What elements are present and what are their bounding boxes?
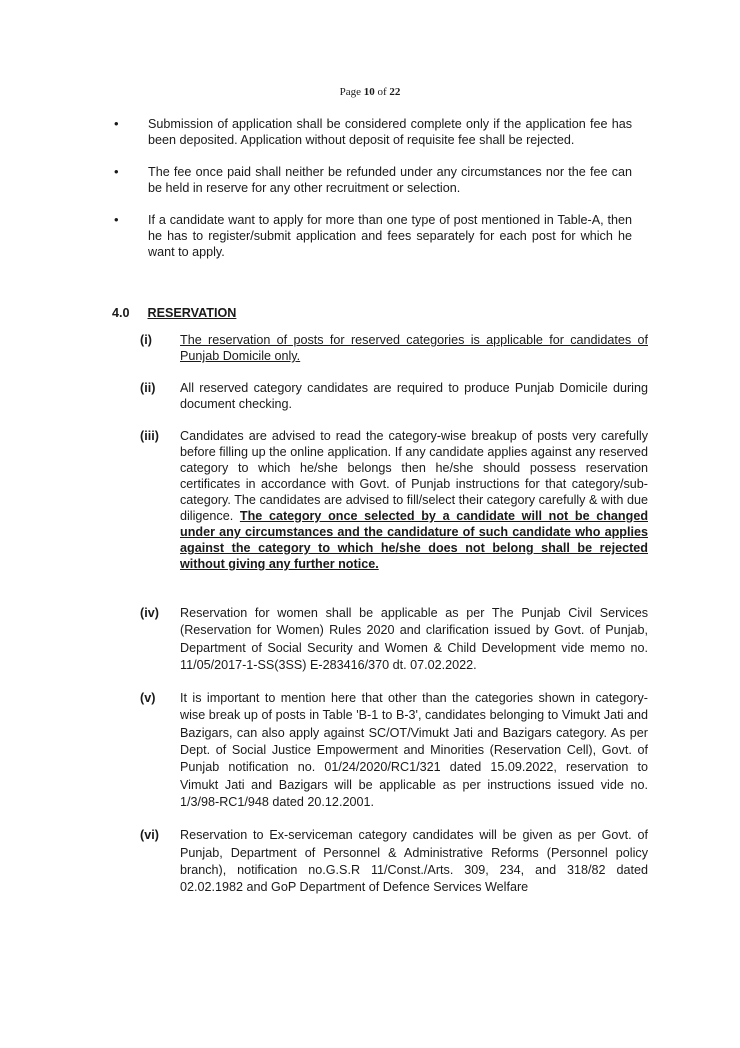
item-marker: (iv) bbox=[140, 606, 159, 620]
list-item bbox=[140, 690, 648, 811]
reservation-list bbox=[140, 332, 648, 896]
fee-bullet-list bbox=[112, 116, 632, 276]
item-text: Candidates are advised to read the category-wise breakup of posts very carefully before filling up the online application. If any candidate applies against any reserved category to which he/she belongs then he/she should possess reservation certificates in accordance with Govt. of Punjab instructions for that category/sub-category. The candidates are advised to fill/select their category carefully & with due diligence. bbox=[180, 429, 648, 523]
list-item bbox=[140, 380, 648, 412]
list-item bbox=[140, 428, 648, 572]
item-emphasis: The category once selected by a candidate will not be changed under any circumstances and the candidature of such candidate who applies against the category to which he/she does not belong shall be rejected without giving any further notice. bbox=[180, 509, 649, 571]
list-item bbox=[140, 332, 648, 364]
item-text: Reservation to Ex-serviceman category candidates will be given as per Govt. of Punjab, Department of Personnel & Administrative Reforms (Personnel policy branch), notification no.G.S.R 11/Const./Arts. 309, 234, and 318/82 dated 02.02.1982 and GoP Department of Defence Services Welfare bbox=[180, 828, 648, 895]
item-marker: (i) bbox=[140, 333, 152, 347]
list-item bbox=[140, 827, 648, 896]
item-marker: (vi) bbox=[140, 828, 159, 843]
page-number: Page 10 of 22 bbox=[339, 86, 401, 98]
section-heading bbox=[112, 306, 236, 320]
item-text: All reserved category candidates are required to produce Punjab Domicile during document checking. bbox=[180, 381, 648, 411]
bullet-item: • If a candidate want to apply for more than one type of post mentioned in Table-A, then he has to register/submit application and fees separately for each post for which he want to apply. bbox=[112, 212, 632, 260]
item-text: The reservation of posts for reserved categories is applicable for candidates of Punjab Domicile only. bbox=[180, 333, 648, 363]
item-text: Reservation for women shall be applicable as per The Punjab Civil Services (Reservation for Women) Rules 2020 and clarification issued by Govt. of Punjab, Department of Social Security and Women & Child Development vide memo no. 11/05/2017-1-SS(3SS) E-283416/370 dt. 07.02.2022. bbox=[180, 606, 648, 672]
bullet-item: • Submission of application shall be considered complete only if the application fee has been deposited. Application without deposit of requisite fee shall be rejected. bbox=[112, 116, 632, 148]
section-number: 4.0 bbox=[112, 306, 130, 320]
item-marker: (ii) bbox=[140, 381, 156, 395]
item-text-container bbox=[180, 428, 648, 572]
list-item bbox=[140, 605, 648, 674]
item-marker: (v) bbox=[140, 691, 156, 706]
item-text: It is important to mention here that other than the categories shown in category-wise break up of posts in Table 'B-1 to B-3', candidates belonging to Vimukt Jati and Bazigars, can also apply against SC/OT/Vimukt Jati and Bazigars category. As per Dept. of Social Justice Empowerment and Minorities (Reservation Cell), Govt. of Punjab notification no. 01/24/2020/RC1/321 dated 15.09.2022, reservation to Vimukt Jati and Bazigars will be applicable as per instructions issued vide no. 1/3/98-RC1/948 dated 20.12.2001. bbox=[180, 691, 648, 809]
section-title: RESERVATION bbox=[147, 306, 237, 320]
item-marker: (iii) bbox=[140, 429, 159, 443]
bullet-item: • The fee once paid shall neither be refunded under any circumstances nor the fee can be held in reserve for any other recruitment or selection. bbox=[112, 164, 632, 196]
